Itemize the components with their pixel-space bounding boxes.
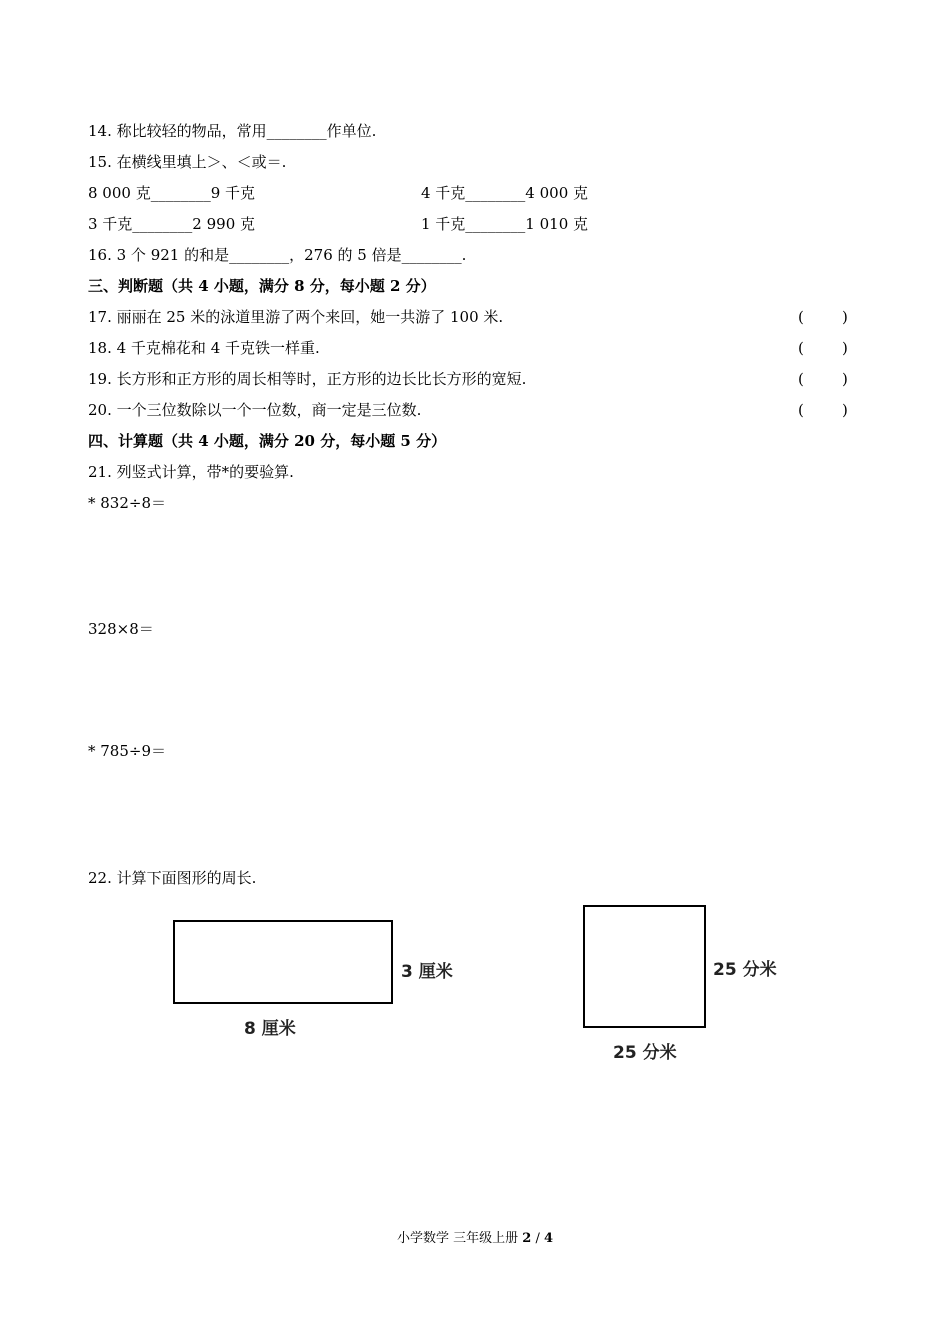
question-15-item-4: 1 千克________1 010 克 [421,215,589,233]
question-15-item-1: 8 000 克________9 千克 [88,184,256,202]
question-15: 15. 在横线里填上＞、＜或＝. [88,153,287,171]
footer-page-number: 2 [522,1231,532,1246]
square-height-label: 25 分米 [713,960,777,980]
section-3-heading: 三、判断题（共 4 小题，满分 8 分，每小题 2 分） [88,277,436,295]
question-17: 17. 丽丽在 25 米的泳道里游了两个来回，她一共游了 100 米. [88,308,504,326]
answer-parentheses: ( ) [798,308,848,326]
question-21: 21. 列竖式计算，带*的要验算. [88,463,294,481]
section-4-heading: 四、计算题（共 4 小题，满分 20 分，每小题 5 分） [88,432,447,450]
question-16: 16. 3 个 921 的和是________，276 的 5 倍是________. [88,246,467,264]
page-footer [0,1230,950,1248]
calc-item-2: 328×8＝ [88,620,154,638]
answer-parentheses: ( ) [798,401,848,419]
rectangle-figure [173,920,393,1004]
footer-separator: / [531,1231,544,1246]
square-figure [583,905,706,1028]
calc-item-1: * 832÷8＝ [88,494,167,512]
question-20: 20. 一个三位数除以一个一位数，商一定是三位数. [88,401,422,419]
rectangle-width-label: 8 厘米 [244,1019,296,1039]
question-18: 18. 4 千克棉花和 4 千克铁一样重. [88,339,320,357]
answer-parentheses: ( ) [798,339,848,357]
question-15-item-2: 4 千克________4 000 克 [421,184,589,202]
footer-subject: 小学数学 三年级上册 [396,1231,519,1246]
calc-item-3: * 785÷9＝ [88,742,167,760]
rectangle-height-label: 3 厘米 [401,962,453,982]
question-14: 14. 称比较轻的物品，常用________作单位. [88,122,377,140]
square-width-label: 25 分米 [613,1043,677,1063]
question-19: 19. 长方形和正方形的周长相等时，正方形的边长比长方形的宽短. [88,370,527,388]
question-22: 22. 计算下面图形的周长. [88,869,257,887]
question-15-item-3: 3 千克________2 990 克 [88,215,256,233]
footer-total-pages: 4 [543,1231,554,1246]
answer-parentheses: ( ) [798,370,848,388]
